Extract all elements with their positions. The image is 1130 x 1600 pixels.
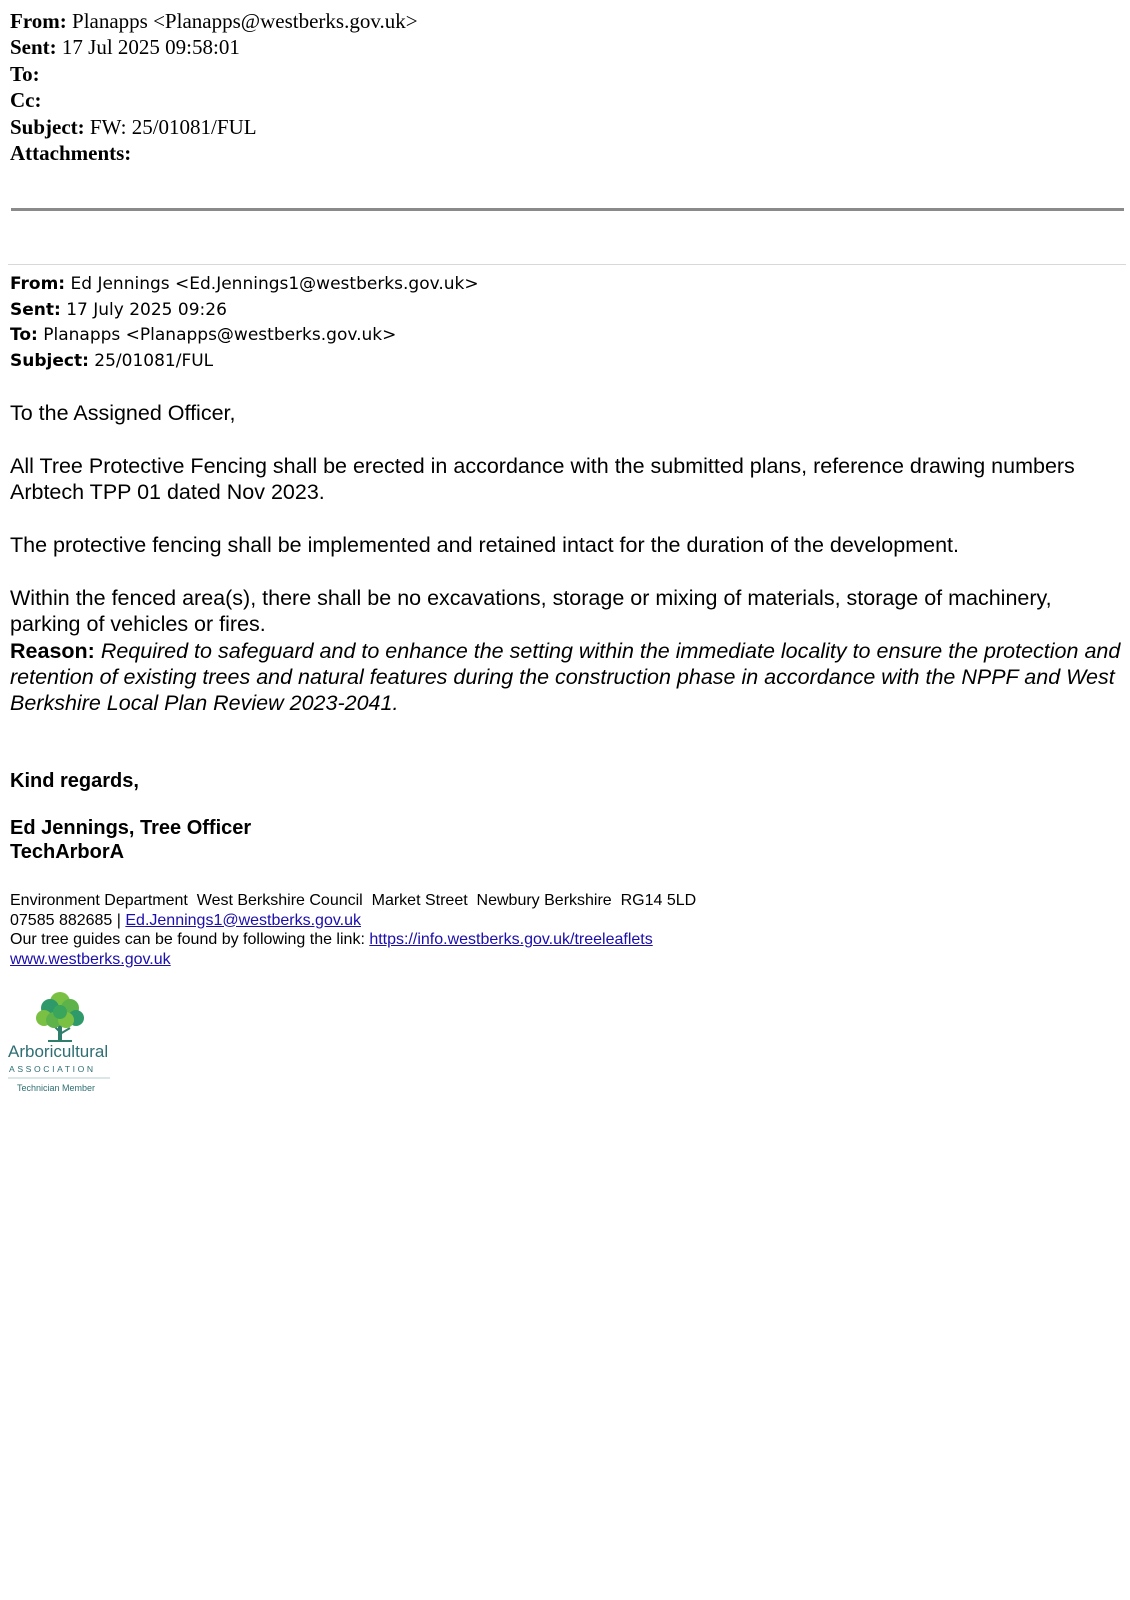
outer-to-row bbox=[10, 61, 418, 87]
tree-guides-link[interactable]: https://info.westberks.gov.uk/treeleaflets bbox=[369, 931, 653, 948]
logo-member: Technician Member bbox=[17, 1083, 96, 1093]
inner-sent-row bbox=[10, 298, 479, 324]
outer-from-row bbox=[10, 8, 418, 34]
reason-paragraph bbox=[10, 638, 1125, 717]
inner-email-header bbox=[10, 272, 479, 375]
paragraph-retention: The protective fencing shall be implemented and retained intact for the duration of the development. bbox=[10, 533, 959, 557]
email-body bbox=[10, 400, 1125, 717]
subject-value: FW: 25/01081/FUL bbox=[89, 114, 257, 139]
closing: Kind regards, bbox=[10, 770, 139, 792]
outer-subject-row bbox=[10, 114, 418, 140]
website-link[interactable]: www.westberks.gov.uk bbox=[10, 950, 171, 968]
inner-subject-label: Subject: bbox=[10, 351, 89, 372]
reason-label: Reason: bbox=[10, 638, 95, 663]
signature-name: Ed Jennings, Tree Officer bbox=[10, 817, 252, 839]
cc-label: Cc: bbox=[10, 88, 42, 113]
inner-sent-label: Sent: bbox=[10, 299, 61, 320]
inner-sent-value: 17 July 2025 09:26 bbox=[66, 299, 227, 320]
attachments-label: Attachments: bbox=[10, 141, 132, 166]
arboricultural-association-logo bbox=[8, 988, 116, 1100]
sent-label: Sent: bbox=[10, 35, 57, 60]
phone: 07585 882685 | bbox=[10, 911, 126, 929]
subject-label: Subject: bbox=[10, 114, 85, 139]
inner-from-value: Ed Jennings <Ed.Jennings1@westberks.gov.uk> bbox=[70, 274, 479, 294]
signature-qualification: TechArborA bbox=[10, 841, 125, 863]
address: Environment Department West Berkshire Council Market Street Newbury Berkshire RG14 5LD bbox=[10, 892, 697, 909]
header-divider bbox=[11, 208, 1124, 211]
paragraph-restrictions: Within the fenced area(s), there shall be no excavations, storage or mixing of materials, storage of machinery, parking of vehicles or fires. bbox=[10, 585, 1052, 637]
outer-attachments-row bbox=[10, 140, 418, 166]
inner-subject-value: 25/01081/FUL bbox=[94, 351, 214, 372]
inner-to-row bbox=[10, 323, 479, 349]
outer-sent-row bbox=[10, 34, 418, 60]
to-label: To: bbox=[10, 61, 40, 86]
greeting: To the Assigned Officer, bbox=[10, 401, 236, 425]
website-row bbox=[10, 950, 696, 970]
logo-name: Arboricultural bbox=[8, 1042, 109, 1061]
signature bbox=[10, 769, 251, 864]
tree-icon bbox=[36, 992, 84, 1042]
inner-to-value: Planapps <Planapps@westberks.gov.uk> bbox=[43, 325, 397, 346]
phone-email-row bbox=[10, 911, 696, 931]
sent-value: 17 Jul 2025 09:58:01 bbox=[61, 35, 240, 60]
reason-text: Required to safeguard and to enhance the setting within the immediate locality to ensure the protection and retention of existing trees and natural features during the construction phase in accordance with the NPPF and West Berkshire Local Plan Review 2023-2041. bbox=[10, 638, 1121, 716]
paragraph-fencing: All Tree Protective Fencing shall be erected in accordance with the submitted plans, reference drawing numbers Arbtech TPP 01 dated Nov 2023. bbox=[10, 453, 1075, 505]
contact-block bbox=[10, 891, 696, 969]
from-label: From: bbox=[10, 9, 67, 33]
forwarded-divider bbox=[8, 264, 1126, 265]
email-link[interactable]: Ed.Jennings1@westberks.gov.uk bbox=[125, 911, 361, 929]
outer-email-header bbox=[10, 8, 418, 166]
from-value: Planapps <Planapps@westberks.gov.uk> bbox=[72, 9, 418, 33]
outer-cc-row bbox=[10, 87, 418, 113]
guides-text: Our tree guides can be found by following the link: bbox=[10, 931, 370, 948]
inner-subject-row bbox=[10, 349, 479, 375]
logo-association: ASSOCIATION bbox=[9, 1064, 96, 1074]
guides-row bbox=[10, 930, 696, 950]
inner-from-row bbox=[10, 272, 479, 298]
inner-to-label: To: bbox=[10, 325, 38, 346]
inner-from-label: From: bbox=[10, 274, 66, 294]
